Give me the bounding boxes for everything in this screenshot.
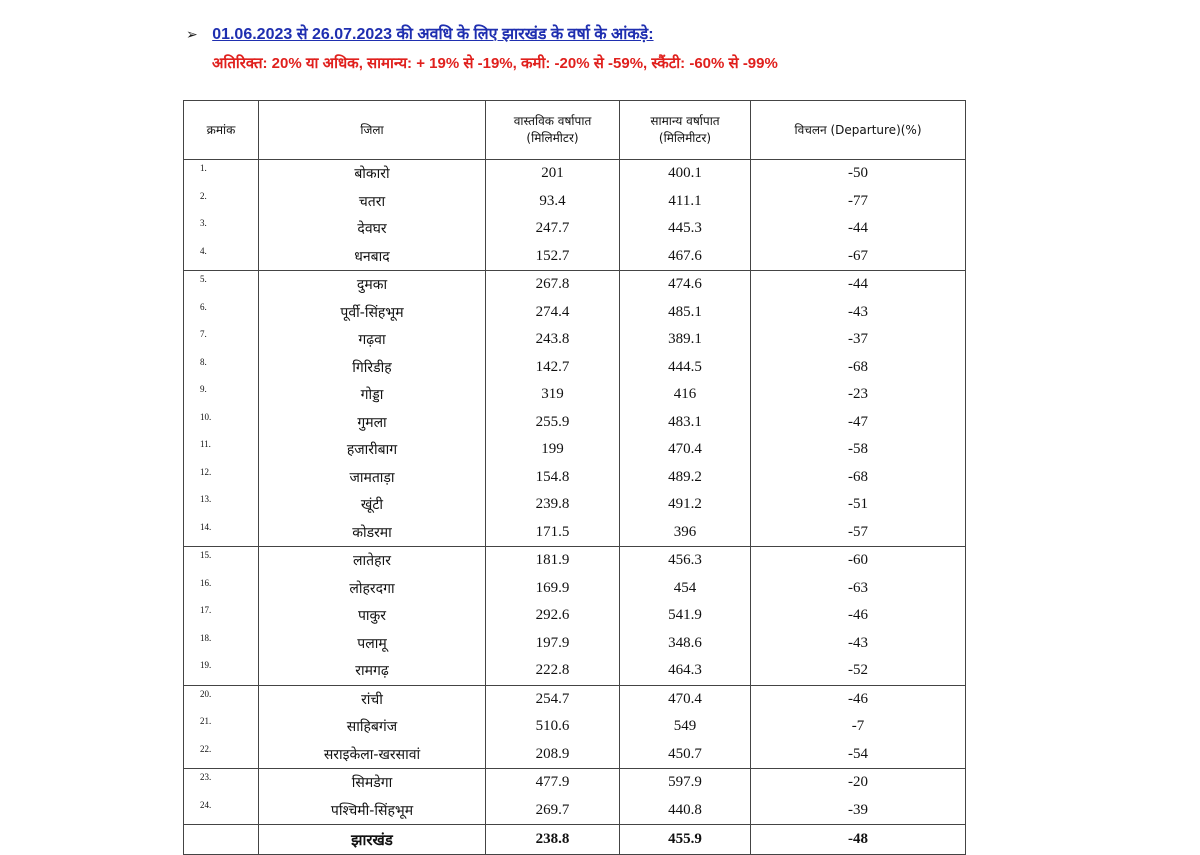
cell-actual-rainfall: 169.9 xyxy=(486,575,620,603)
cell-serial: 5. xyxy=(184,271,259,299)
table-row xyxy=(184,547,966,575)
header-departure: विचलन (Departure)(%) xyxy=(751,101,966,160)
table-row xyxy=(184,160,966,188)
cell-actual-rainfall: 477.9 xyxy=(486,769,620,797)
cell-serial: 6. xyxy=(184,299,259,327)
cell-normal-rainfall: 489.2 xyxy=(620,464,751,492)
cell-normal-rainfall: 400.1 xyxy=(620,160,751,188)
table-total-row xyxy=(184,825,966,855)
cell-serial: 21. xyxy=(184,713,259,741)
cell-district: हजारीबाग xyxy=(259,436,486,464)
cell-departure: -60 xyxy=(751,547,966,575)
cell-normal-rainfall: 450.7 xyxy=(620,741,751,769)
cell-normal-rainfall: 483.1 xyxy=(620,409,751,437)
table-row xyxy=(184,354,966,382)
cell-departure-total: -48 xyxy=(751,825,966,855)
cell-actual-rainfall: 152.7 xyxy=(486,243,620,271)
cell-district: गिरिडीह xyxy=(259,354,486,382)
page-title: 01.06.2023 से 26.07.2023 की अवधि के लिए झारखंड के वर्षा के आंकड़े: xyxy=(212,26,654,43)
cell-departure: -63 xyxy=(751,575,966,603)
cell-normal-rainfall: 541.9 xyxy=(620,602,751,630)
cell-departure: -46 xyxy=(751,602,966,630)
cell-actual-rainfall: 199 xyxy=(486,436,620,464)
cell-departure: -68 xyxy=(751,464,966,492)
cell-serial: 24. xyxy=(184,797,259,825)
cell-departure: -47 xyxy=(751,409,966,437)
cell-actual-rainfall: 171.5 xyxy=(486,519,620,547)
cell-normal-rainfall: 485.1 xyxy=(620,299,751,327)
cell-actual-rainfall: 239.8 xyxy=(486,491,620,519)
cell-district: चतरा xyxy=(259,188,486,216)
cell-actual-rainfall: 319 xyxy=(486,381,620,409)
table-row xyxy=(184,299,966,327)
cell-actual-rainfall: 197.9 xyxy=(486,630,620,658)
cell-serial: 14. xyxy=(184,519,259,547)
rainfall-category-legend: अतिरिक्त: 20% या अधिक, सामान्य: + 19% से -19%, कमी: -20% से -59%, स्कैंटी: -60% से -99% xyxy=(212,55,778,72)
cell-serial: 22. xyxy=(184,741,259,769)
header-actual-rainfall xyxy=(486,101,620,160)
cell-district: धनबाद xyxy=(259,243,486,271)
page-heading xyxy=(186,22,654,44)
table-row xyxy=(184,657,966,685)
cell-serial: 19. xyxy=(184,657,259,685)
cell-actual-rainfall: 208.9 xyxy=(486,741,620,769)
cell-actual-total: 238.8 xyxy=(486,825,620,855)
cell-normal-rainfall: 464.3 xyxy=(620,657,751,685)
cell-actual-rainfall: 510.6 xyxy=(486,713,620,741)
cell-departure: -44 xyxy=(751,271,966,299)
cell-normal-rainfall: 454 xyxy=(620,575,751,603)
cell-normal-rainfall: 444.5 xyxy=(620,354,751,382)
cell-actual-rainfall: 201 xyxy=(486,160,620,188)
cell-actual-rainfall: 247.7 xyxy=(486,215,620,243)
cell-departure: -68 xyxy=(751,354,966,382)
cell-normal-rainfall: 456.3 xyxy=(620,547,751,575)
cell-departure: -51 xyxy=(751,491,966,519)
table-row xyxy=(184,713,966,741)
cell-serial: 3. xyxy=(184,215,259,243)
cell-actual-rainfall: 154.8 xyxy=(486,464,620,492)
cell-actual-rainfall: 269.7 xyxy=(486,797,620,825)
cell-actual-rainfall: 243.8 xyxy=(486,326,620,354)
cell-departure: -43 xyxy=(751,630,966,658)
cell-departure: -58 xyxy=(751,436,966,464)
cell-normal-rainfall: 416 xyxy=(620,381,751,409)
cell-district: गढ़वा xyxy=(259,326,486,354)
table-row xyxy=(184,409,966,437)
cell-serial xyxy=(184,825,259,855)
header-serial: क्रमांक xyxy=(184,101,259,160)
cell-actual-rainfall: 255.9 xyxy=(486,409,620,437)
cell-normal-rainfall: 348.6 xyxy=(620,630,751,658)
cell-serial: 12. xyxy=(184,464,259,492)
cell-normal-rainfall: 474.6 xyxy=(620,271,751,299)
cell-normal-rainfall: 470.4 xyxy=(620,436,751,464)
cell-departure: -50 xyxy=(751,160,966,188)
header-normal-line1: सामान्य वर्षापात xyxy=(650,114,720,128)
cell-serial: 1. xyxy=(184,160,259,188)
cell-actual-rainfall: 93.4 xyxy=(486,188,620,216)
cell-normal-rainfall: 470.4 xyxy=(620,685,751,713)
cell-district: खूंटी xyxy=(259,491,486,519)
cell-serial: 10. xyxy=(184,409,259,437)
table-row xyxy=(184,519,966,547)
cell-district: देवघर xyxy=(259,215,486,243)
cell-serial: 15. xyxy=(184,547,259,575)
cell-district: गोड्डा xyxy=(259,381,486,409)
header-district: जिला xyxy=(259,101,486,160)
table-body xyxy=(184,160,966,855)
cell-serial: 4. xyxy=(184,243,259,271)
table-row xyxy=(184,464,966,492)
cell-departure: -37 xyxy=(751,326,966,354)
cell-departure: -43 xyxy=(751,299,966,327)
table-row xyxy=(184,602,966,630)
table-row xyxy=(184,630,966,658)
cell-normal-rainfall: 440.8 xyxy=(620,797,751,825)
cell-district: सराइकेला-खरसावां xyxy=(259,741,486,769)
header-normal-line2: (मिलिमीटर) xyxy=(658,131,712,145)
cell-district: सिमडेगा xyxy=(259,769,486,797)
cell-district: रांची xyxy=(259,685,486,713)
cell-district: पलामू xyxy=(259,630,486,658)
table-row xyxy=(184,243,966,271)
table-row xyxy=(184,271,966,299)
cell-district-total: झारखंड xyxy=(259,825,486,855)
table-row xyxy=(184,381,966,409)
cell-district: लोहरदगा xyxy=(259,575,486,603)
cell-serial: 8. xyxy=(184,354,259,382)
cell-normal-rainfall: 389.1 xyxy=(620,326,751,354)
cell-district: जामताड़ा xyxy=(259,464,486,492)
table-row xyxy=(184,326,966,354)
table-row xyxy=(184,575,966,603)
table-row xyxy=(184,769,966,797)
header-actual-line1: वास्तविक वर्षापात xyxy=(513,114,592,128)
cell-serial: 16. xyxy=(184,575,259,603)
cell-serial: 9. xyxy=(184,381,259,409)
table-row xyxy=(184,215,966,243)
table-row xyxy=(184,491,966,519)
cell-actual-rainfall: 292.6 xyxy=(486,602,620,630)
table-row xyxy=(184,188,966,216)
cell-departure: -20 xyxy=(751,769,966,797)
cell-district: दुमका xyxy=(259,271,486,299)
cell-serial: 11. xyxy=(184,436,259,464)
cell-district: पूर्वी-सिंहभूम xyxy=(259,299,486,327)
cell-serial: 13. xyxy=(184,491,259,519)
cell-district: गुमला xyxy=(259,409,486,437)
cell-normal-rainfall: 549 xyxy=(620,713,751,741)
cell-normal-rainfall: 467.6 xyxy=(620,243,751,271)
cell-serial: 18. xyxy=(184,630,259,658)
cell-normal-total: 455.9 xyxy=(620,825,751,855)
cell-departure: -57 xyxy=(751,519,966,547)
cell-actual-rainfall: 181.9 xyxy=(486,547,620,575)
table-row xyxy=(184,741,966,769)
cell-serial: 7. xyxy=(184,326,259,354)
arrow-bullet-icon: ➢ xyxy=(186,26,198,42)
cell-actual-rainfall: 142.7 xyxy=(486,354,620,382)
cell-district: साहिबगंज xyxy=(259,713,486,741)
cell-departure: -67 xyxy=(751,243,966,271)
cell-district: बोकारो xyxy=(259,160,486,188)
cell-district: लातेहार xyxy=(259,547,486,575)
cell-normal-rainfall: 396 xyxy=(620,519,751,547)
cell-normal-rainfall: 491.2 xyxy=(620,491,751,519)
cell-departure: -77 xyxy=(751,188,966,216)
cell-district: पाकुर xyxy=(259,602,486,630)
cell-departure: -54 xyxy=(751,741,966,769)
cell-departure: -46 xyxy=(751,685,966,713)
cell-actual-rainfall: 222.8 xyxy=(486,657,620,685)
cell-departure: -52 xyxy=(751,657,966,685)
cell-departure: -44 xyxy=(751,215,966,243)
cell-district: रामगढ़ xyxy=(259,657,486,685)
cell-serial: 23. xyxy=(184,769,259,797)
cell-departure: -23 xyxy=(751,381,966,409)
cell-normal-rainfall: 597.9 xyxy=(620,769,751,797)
cell-departure: -39 xyxy=(751,797,966,825)
cell-departure: -7 xyxy=(751,713,966,741)
cell-actual-rainfall: 274.4 xyxy=(486,299,620,327)
cell-district: कोडरमा xyxy=(259,519,486,547)
cell-actual-rainfall: 267.8 xyxy=(486,271,620,299)
cell-normal-rainfall: 445.3 xyxy=(620,215,751,243)
rainfall-table xyxy=(183,100,966,855)
cell-serial: 2. xyxy=(184,188,259,216)
cell-actual-rainfall: 254.7 xyxy=(486,685,620,713)
cell-serial: 17. xyxy=(184,602,259,630)
table-row xyxy=(184,436,966,464)
table-row xyxy=(184,685,966,713)
table-row xyxy=(184,797,966,825)
cell-district: पश्चिमी-सिंहभूम xyxy=(259,797,486,825)
cell-normal-rainfall: 411.1 xyxy=(620,188,751,216)
header-normal-rainfall xyxy=(620,101,751,160)
table-header-row xyxy=(184,101,966,160)
header-actual-line2: (मिलिमीटर) xyxy=(526,131,579,145)
cell-serial: 20. xyxy=(184,685,259,713)
